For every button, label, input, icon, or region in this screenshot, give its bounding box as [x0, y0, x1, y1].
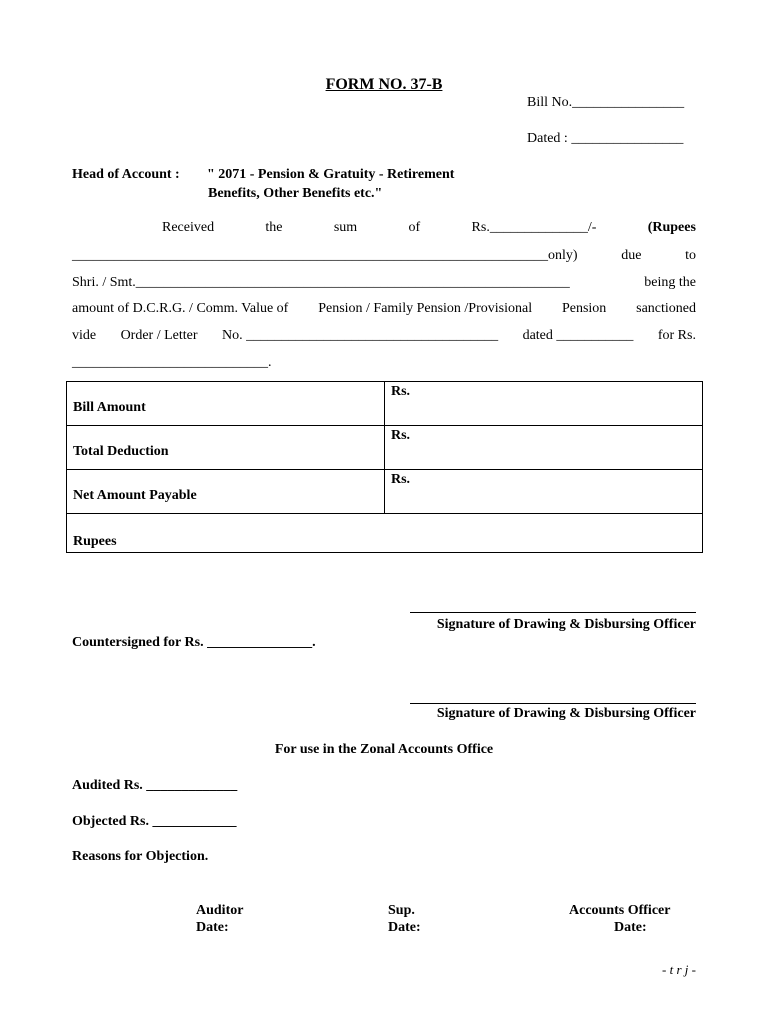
auditor-title: Auditor: [196, 903, 244, 918]
form-title: FORM NO. 37-B: [325, 76, 443, 93]
bill-no-field: Bill No.________________: [527, 95, 685, 110]
total-deduction-value: Rs.: [385, 426, 703, 470]
accounts-officer-date: Date:: [614, 920, 647, 935]
head-of-account-label: Head of Account :: [72, 167, 180, 182]
accounts-officer-title: Accounts Officer: [569, 903, 671, 918]
total-deduction-label: Total Deduction: [67, 426, 385, 470]
net-amount-value: Rs.: [385, 470, 703, 514]
net-amount-label: Net Amount Payable: [67, 470, 385, 514]
sup-date: Date:: [388, 920, 421, 935]
audited-field: Audited Rs. _____________: [72, 778, 238, 793]
body-line-6: ____________________________.: [72, 355, 272, 370]
signature-line-2: [410, 703, 696, 704]
rupees-label: Rupees: [67, 514, 703, 553]
sup-title: Sup.: [388, 903, 415, 918]
objected-field: Objected Rs. ____________: [72, 814, 237, 829]
signature-line-1: [410, 612, 696, 613]
table-row: [67, 426, 703, 470]
head-of-account-value-line2: Benefits, Other Benefits etc.": [208, 186, 383, 201]
table-row: [67, 382, 703, 426]
table-row: [67, 514, 703, 553]
ddo-signature-label-2: Signature of Drawing & Disbursing Officer: [436, 706, 696, 721]
countersigned-field: Countersigned for Rs. _______________.: [72, 635, 316, 650]
body-line-4: amount of D.C.R.G. / Comm. Value of Pension / Family Pension /Provisional Pension sanctioned: [72, 301, 696, 316]
dated-field: Dated : ________________: [527, 131, 684, 146]
footer-initials: - t r j -: [662, 962, 696, 977]
bill-amount-value: Rs.: [385, 382, 703, 426]
body-line-2: ____________________________________________________________________only) due to: [72, 248, 696, 263]
table-row: [67, 470, 703, 514]
bill-amount-label: Bill Amount: [67, 382, 385, 426]
amounts-table: [66, 381, 703, 553]
ddo-signature-label-1: Signature of Drawing & Disbursing Officer: [436, 617, 696, 632]
head-of-account-value-line1: " 2071 - Pension & Gratuity - Retirement: [207, 167, 455, 182]
body-line-3: Shri. / Smt.______________________________________________________________ being the: [72, 275, 696, 290]
body-line-5: vide Order / Letter No. ____________________________________ dated ___________ for Rs.: [72, 328, 696, 343]
body-line-1: Received the sum of Rs.______________/- (Rupees: [162, 220, 696, 235]
auditor-date: Date:: [196, 920, 229, 935]
reasons-label: Reasons for Objection.: [72, 849, 209, 864]
zonal-office-heading: For use in the Zonal Accounts Office: [274, 742, 494, 757]
